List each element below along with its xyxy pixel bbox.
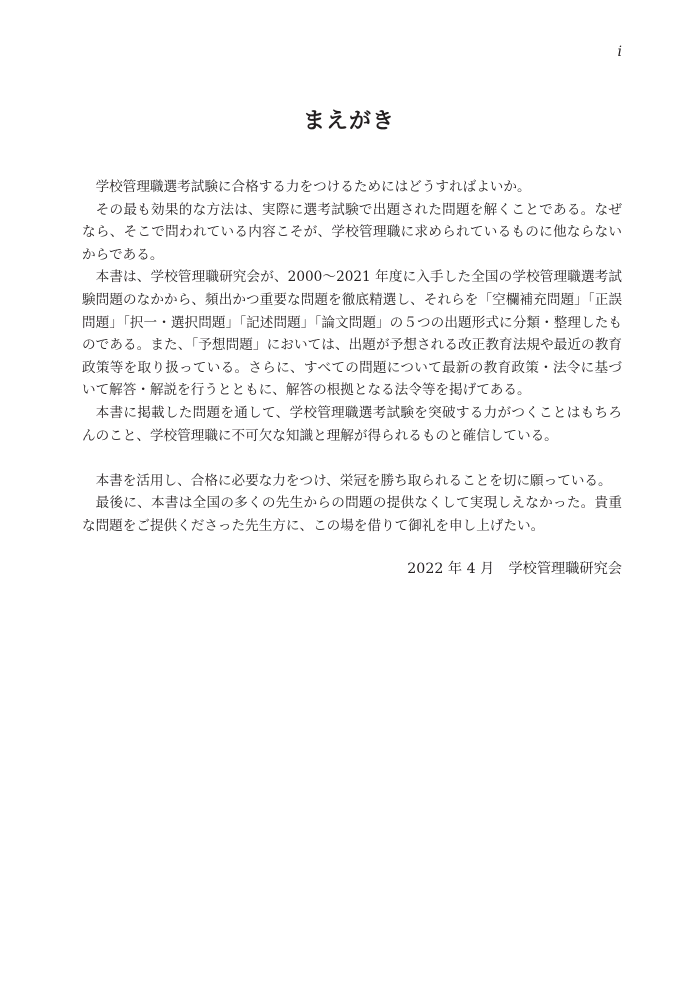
- date-and-author-signature: 2022 年 4 月 学校管理職研究会: [407, 561, 622, 577]
- preface-paragraph-5: 本書を活用し、合格に必要な力をつけ、栄冠を勝ち取られることを切に願っている。: [95, 472, 612, 489]
- preface-paragraph-4: 本書に掲載した問題を通して、学校管理職選考試験を突破する力がつくことはもちろんのこと、学校管理職に不可欠な知識と理解が得られるものと確信している。: [82, 404, 622, 444]
- preface-paragraph-6: 最後に、本書は全国の多くの先生からの問題の提供なくして実現しえなかった。貴重な問題をご提供くださった先生方に、この場を借りて御礼を申し上げたい。: [82, 495, 622, 534]
- preface-paragraph-3: 本書は、学校管理職研究会が、2000～2021 年度に入手した全国の学校管理職選考試験問題のなかから、頻出かつ重要な問題を徹底精選し、それらを「空欄補充問題」「正誤問題」「択一・選択問題」「記述問題」「論文問題」の５つの出題形式に分類・整理したものである。また、「予想問題」においては、出題が予想される改正教育法規や最近の教育政策等を取り扱っている。さらに、すべての問題について最新の教育政策・法令に基づいて解答・解説を行うとともに、解答の根拠となる法令等を掲げてある。: [82, 269, 622, 399]
- preface-paragraph-1: 学校管理職選考試験に合格する力をつけるためにはどうすればよいか。: [95, 179, 531, 195]
- preface-paragraph-2: その最も効果的な方法は、実際に選考試験で出題された問題を解くことである。なぜなら、そこで問われている内容こそが、学校管理職に求められているものに他ならないからである。: [82, 201, 622, 263]
- page-title: まえがき: [302, 109, 395, 134]
- paragraph-gap: [82, 447, 622, 470]
- preface-body: [82, 176, 622, 538]
- page-number: i: [617, 44, 622, 60]
